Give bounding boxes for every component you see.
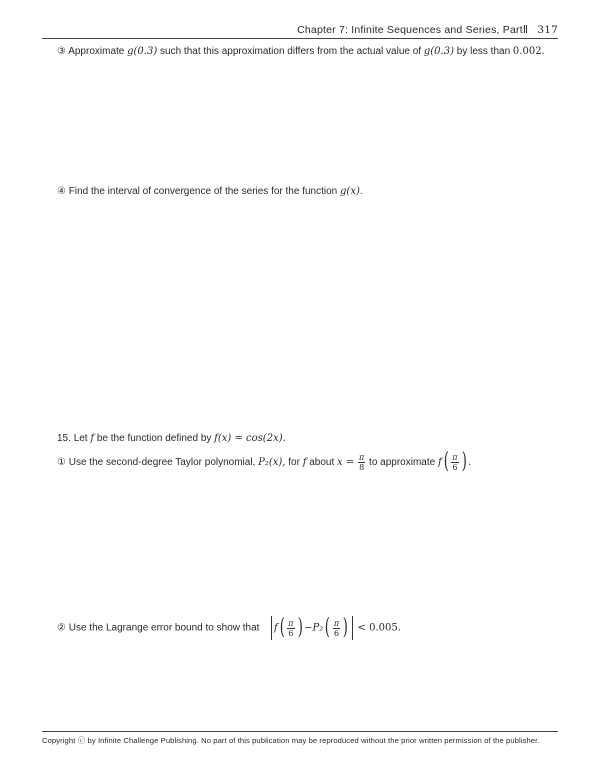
footer-text-1: Copyright [42,736,76,745]
q2-abs-right [352,616,353,640]
q2-paren-3: ( [325,615,331,640]
q1-right-paren: ) [461,449,467,475]
q1-text-1: Use the second-degree Taylor polynomial, [68,457,256,468]
q1-frac2-num: π [452,452,458,462]
page-number: 317 [537,24,558,36]
q1-text-2: for [288,457,300,468]
q2-paren-2: ) [297,615,303,640]
q4-end: . [359,186,363,197]
q1-fraction-pi-over-6 [451,453,458,472]
q1-math-f: f [302,457,307,468]
p15-text-1: Let [73,433,88,444]
q2-paren-1: ( [279,615,285,640]
q2-frac2-den: 6 [333,628,340,638]
q1-math-poly: P₂(x), [258,457,286,468]
chapter-title: Chapter 7: Infinite Sequences and Series, Part [297,24,523,36]
q2-paren-4: ) [342,615,349,640]
q2-fraction-2 [333,619,340,638]
problem-number: 15. [57,433,71,444]
q2-minus: − [304,622,313,634]
q2-math-p2: P₂ [312,622,324,634]
q4-text: Find the interval of convergence of the series for the function [68,186,338,197]
q3-text-3: by less than [456,46,511,57]
q3-bound: 0.002. [512,46,545,57]
p15-definition: f(x) = cos(2x). [214,433,286,444]
problem-15 [57,433,286,444]
q2-fraction-1 [287,619,294,638]
q2-inequality: < 0.005. [357,622,401,634]
copyright-icon: ⓒ [77,736,86,745]
q3-text-1: Approximate [68,46,125,57]
q2-frac1-den: 6 [288,628,294,638]
q3-marker: ③ [57,46,66,57]
footer-text-2: by Infinite Challenge Publishing. No part of this publication may be reproduced without the prior written permission of the publisher. [87,736,540,745]
page-header [297,24,558,36]
footer-rule [42,731,558,732]
q2-frac1-num: π [288,618,294,628]
p15-text-2: be the function defined by [96,433,212,444]
q2-marker: ② [57,622,66,634]
q3-math-g2: g(0.3) [423,46,454,57]
page-footer [42,735,540,746]
header-rule [42,38,558,39]
q1-marker: ① [57,457,66,468]
q1-text-4: to approximate [369,457,436,468]
q2-text: Use the Lagrange error bound to show that [68,622,260,634]
question-4 [57,186,363,197]
p15-math-f: f [90,433,95,444]
question-3 [57,46,545,57]
q1-frac-num: π [359,452,365,462]
q3-math-g: g(0.3) [127,46,158,57]
question-2 [57,616,401,641]
q1-frac2-den: 6 [452,462,458,472]
q1-fraction-pi-over-8 [358,453,365,472]
q1-math-xeq: x = [337,457,355,468]
q2-math-f: f [274,622,278,634]
q3-text-2: such that this approximation differs from the actual value of [160,46,422,57]
q4-marker: ④ [57,186,66,197]
q1-text-3: about [309,457,335,468]
q1-math-f2: f [437,457,442,468]
q4-math-g: g(x) [340,186,360,197]
q2-frac2-num: π [333,618,340,628]
part-numeral: Ⅱ [522,24,529,36]
q2-abs-left [271,616,272,640]
question-1: ① Use the second-degree Taylor polynomial, P₂(x), for f about x = $\frac{\pi}{8}$ to approximate f( $\frac{\pi}{6}$ ) . [57,449,472,475]
q1-frac-den: 8 [359,462,365,472]
q1-left-paren: ( [443,449,449,475]
